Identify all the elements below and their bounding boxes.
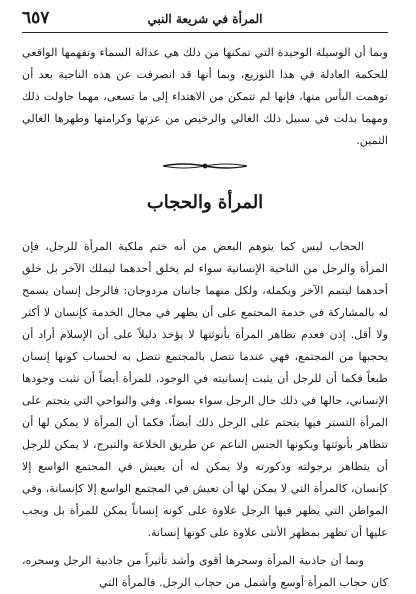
- body-paragraph-2: وبما أن جاذبية المرأة وسحرها أقوى وأشد تأثيراً من جاذبية الرجل وسحره، كان حجاب المرأة أوسع وأشمل من حجاب الرجل. فالمرأة التي: [22, 554, 388, 589]
- ornament-divider-icon: [161, 161, 249, 171]
- section-divider: [22, 156, 388, 170]
- page-header: [22, 6, 388, 33]
- page-number: ٦٥٧: [22, 8, 50, 28]
- intro-paragraph: وبما أن الوسيلة الوحيدة التي تمكنها من ذلك هي عدالة السماء وتفهمها الواقعي للحكمة العادلة في هذا التوزيع، وبما أنها قد انصرفت عن هذه الناحية بعد أن توهمت اليأس منها، فإنها لم تتمكن من الاهتداء إلى ما تسعى، مهما حاولت ذلك ومهما بذلت في سبيل ذلك الغالي والرخيص من عزتها وكرامتها وطهرها الغالي الثمين.: [22, 46, 388, 147]
- section-heading: المرأة والحجاب: [146, 192, 264, 213]
- running-title: المرأة في شريعة النبي: [147, 12, 263, 26]
- body-paragraph-1: الحجاب ليس كما يتوهم البعض من أنه ختم ملكية المرأة للرجل، فإن المرأة والرجل من الناحية الإنسانية سواء لم يخلق أحدهما ليملك الآخر بل خلق أحدهما ليتمم الآخر ويكمله، ولكل منهما جانبان مزدوجان: فالرجل إنسان يسمح له بالمشاركة في خدمة المجتمع على أن يظهر في مجال الخدمة كإنسان لا أكثر ولا أقل. إذن فعدم تظاهر المرأة بأنوثتها لا يؤخذ دليلاً على أن الإسلام أراد أن يحجبها من المجتمع، فهي عندما تتصل بالمجتمع تتصل به لحساب كونها إنسان طبعاً فكما أن للرجل أن يثبت إنسانيته في الوجود، للمرأة أيضاً أن تثبت وجودها الإنساني، حالها في ذلك حال الرجل سواء بسواء. وفي والنواحي التي يتحتم على المرأة التستر فيها يتحتم على الرجل ذلك أيضاً، فكما أن المرأة لا يمكن لها أن تتظاهر بأنوثتها ويكونها الجنس الناعم عن طريق الخلاعة والتبرج، لا يمكن للرجل أن يتظاهر برجولته وذكورته ولا يمكن له أن يعيش في المجتمع الواسع إلا كإنسان، كالمرأة التي لا يمكن لها أن تعيش في المجتمع الواسع إلا كإنسانة، وفي المواطن التي يظهر فيها الرجل علاوة على كونه إنساناً يمكن للمرأة بل ويجب عليها أن تظهر بمظهر الأنثى علاوة على كونها إنسانة.: [22, 240, 388, 539]
